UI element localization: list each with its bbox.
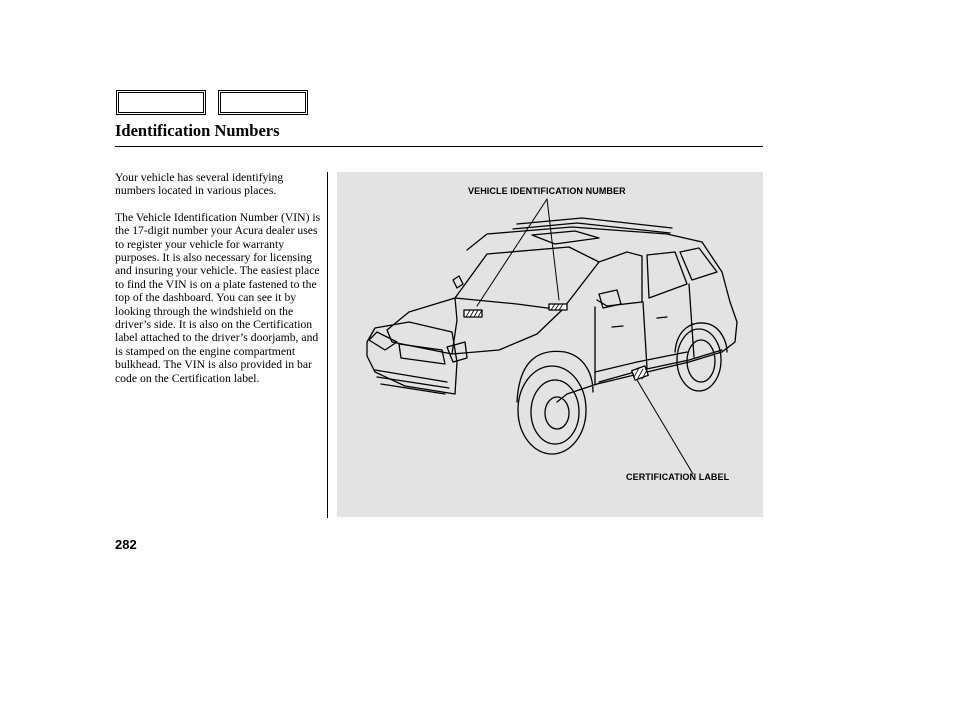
vehicle-illustration bbox=[337, 172, 763, 517]
page-number: 282 bbox=[115, 537, 137, 552]
suv-drawing bbox=[337, 172, 763, 517]
paragraph-intro: Your vehicle has several identifying numbers located in various places. bbox=[115, 171, 284, 198]
certification-callout-label: CERTIFICATION LABEL bbox=[626, 472, 730, 482]
column-divider bbox=[327, 172, 328, 518]
nav-tab-box-2[interactable] bbox=[218, 90, 308, 115]
vin-callout-label: VEHICLE IDENTIFICATION NUMBER bbox=[468, 186, 626, 196]
body-text bbox=[115, 171, 323, 398]
nav-tab-box-1[interactable] bbox=[116, 90, 206, 115]
title-rule bbox=[115, 146, 763, 147]
page-title: Identification Numbers bbox=[115, 121, 280, 140]
paragraph-vin: The Vehicle Identification Number (VIN) is the 17-digit number your Acura dealer uses to register your vehicle for warranty purposes. It is also necessary for licensing and insuring your vehicle. The easiest place to find the VIN is on a plate fastened to the top of the dashboard. You can see it by looking through the windshield on the driver’s side. It is also on the Certification label attached to the driver’s doorjamb, and is stamped on the engine compartment bulkhead. The VIN is also provided in bar code on the Certification label. bbox=[115, 210, 321, 385]
